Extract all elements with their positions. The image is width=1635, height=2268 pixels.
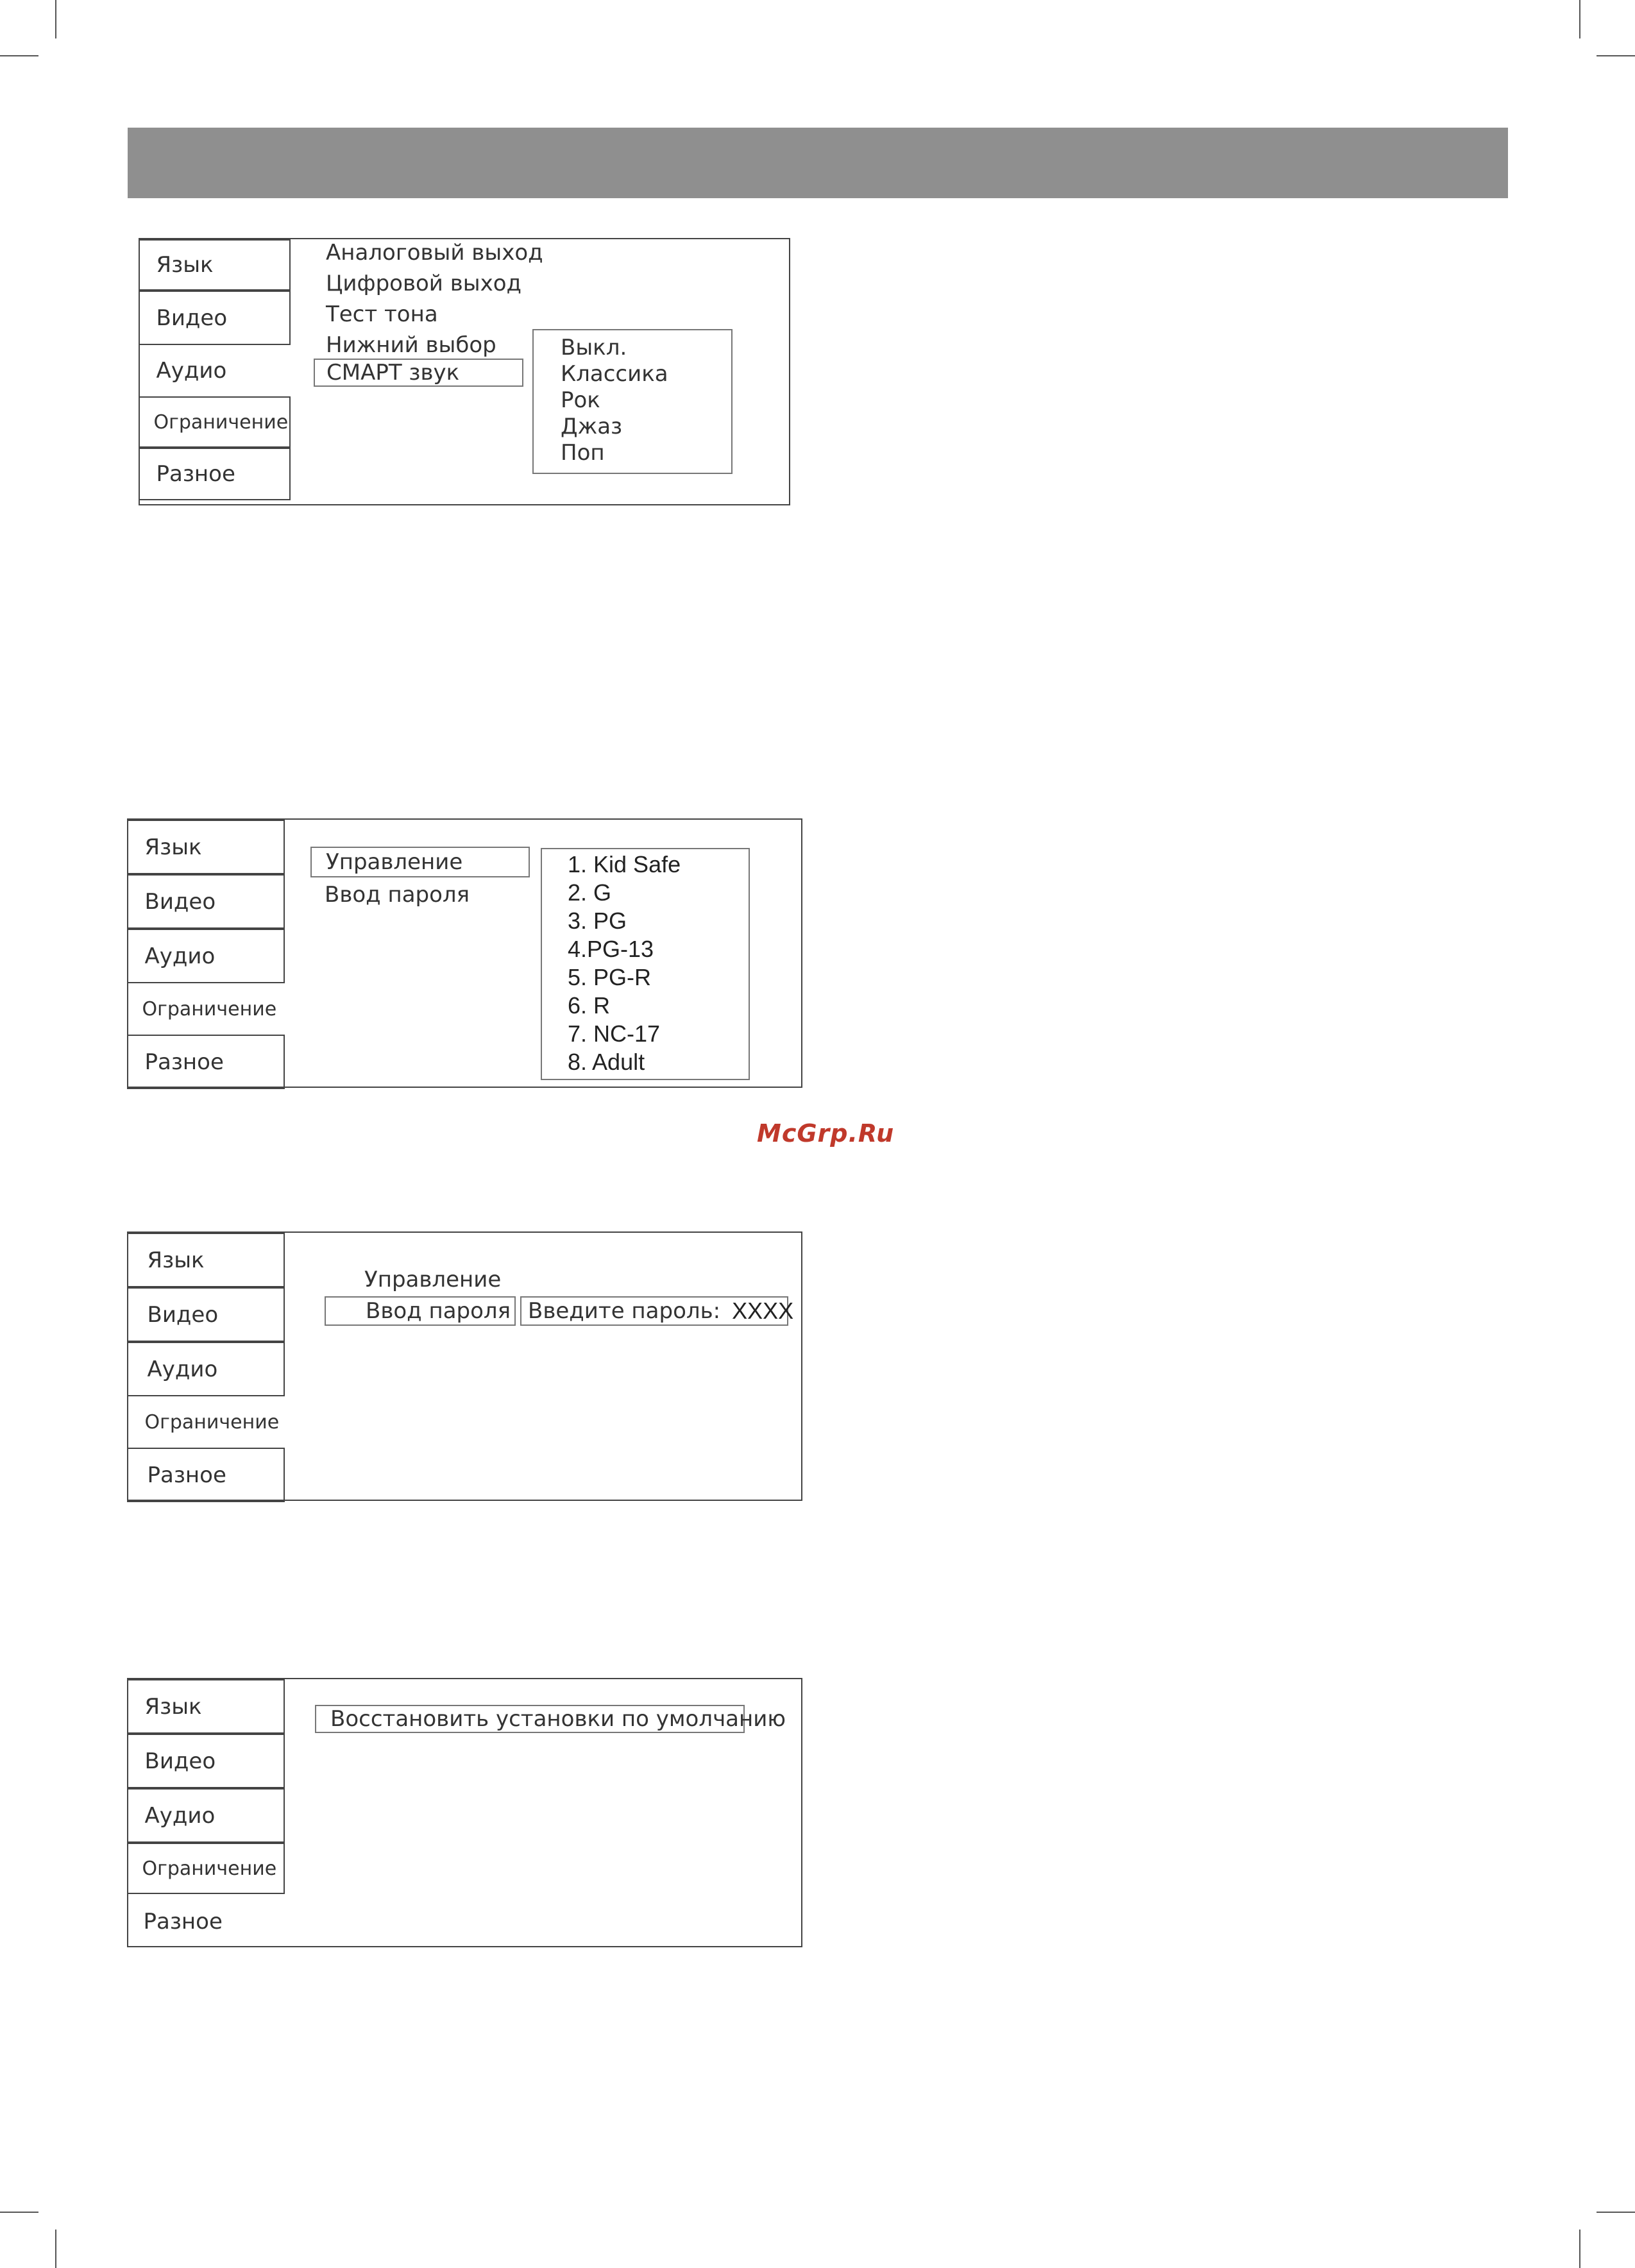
crop-mark bbox=[0, 2212, 38, 2213]
crop-mark bbox=[1597, 2212, 1635, 2213]
tab-audio[interactable]: Аудио bbox=[127, 929, 285, 983]
restriction-setup-menu bbox=[127, 818, 802, 1088]
tab-misc[interactable]: Разное bbox=[139, 448, 291, 500]
crop-mark bbox=[1579, 0, 1580, 38]
tab-restriction[interactable]: Ограничение bbox=[142, 997, 277, 1020]
parental-control-item[interactable]: Управление bbox=[310, 847, 530, 877]
rating-dropdown bbox=[541, 848, 750, 1080]
crop-mark bbox=[1597, 55, 1635, 56]
password-entry-item[interactable]: Ввод пароля bbox=[325, 1296, 516, 1326]
crop-mark bbox=[1579, 2230, 1580, 2268]
tab-restriction[interactable]: Ограничение bbox=[139, 396, 291, 448]
smart-sound-dropdown bbox=[532, 329, 733, 474]
tab-audio[interactable]: Аудио bbox=[127, 1788, 285, 1843]
password-value: XXXX bbox=[732, 1298, 794, 1324]
crop-mark bbox=[55, 2230, 56, 2268]
tab-restriction[interactable]: Ограничение bbox=[127, 1843, 285, 1894]
password-input[interactable]: Введите пароль: XXXX bbox=[520, 1296, 788, 1326]
tab-misc[interactable]: Разное bbox=[127, 1035, 285, 1089]
smart-sound-option[interactable]: Выкл. bbox=[561, 335, 627, 360]
rating-option[interactable]: 8. Adult bbox=[568, 1049, 645, 1075]
password-entry-item[interactable]: Ввод пароля bbox=[325, 882, 470, 908]
rating-option[interactable]: 6. R bbox=[568, 992, 611, 1019]
tab-language[interactable]: Язык bbox=[127, 820, 285, 874]
tab-language[interactable]: Язык bbox=[127, 1233, 285, 1287]
downmix-item[interactable]: Нижний выбор bbox=[326, 332, 496, 358]
rating-option[interactable]: 2. G bbox=[568, 879, 612, 906]
tab-misc[interactable]: Разное bbox=[143, 1908, 223, 1934]
rating-option[interactable]: 1. Kid Safe bbox=[568, 851, 681, 877]
audio-setup-menu bbox=[139, 238, 790, 505]
crop-mark bbox=[0, 55, 38, 56]
tab-video[interactable]: Видео bbox=[127, 1734, 285, 1788]
smart-sound-option[interactable]: Рок bbox=[561, 387, 600, 413]
smart-sound-option[interactable]: Классика bbox=[561, 361, 668, 387]
smart-sound-item[interactable]: СМАРТ звук bbox=[314, 359, 523, 387]
parental-control-item[interactable]: Управление bbox=[364, 1267, 502, 1292]
rating-option[interactable]: 3. PG bbox=[568, 908, 627, 934]
tab-misc[interactable]: Разное bbox=[127, 1448, 285, 1502]
rating-option[interactable]: 5. PG-R bbox=[568, 964, 652, 990]
tab-video[interactable]: Видео bbox=[139, 291, 291, 345]
misc-setup-menu bbox=[127, 1678, 802, 1947]
tone-test-item[interactable]: Тест тона bbox=[326, 301, 438, 327]
tab-restriction[interactable]: Ограничение bbox=[144, 1410, 280, 1434]
password-setup-menu bbox=[127, 1231, 802, 1501]
tab-video[interactable]: Видео bbox=[127, 874, 285, 929]
restore-defaults-item[interactable]: Восстановить установки по умолчанию bbox=[315, 1705, 745, 1733]
digital-output-item[interactable]: Цифровой выход bbox=[326, 271, 522, 296]
rating-option[interactable]: 7. NC-17 bbox=[568, 1020, 661, 1047]
watermark: McGrp.Ru bbox=[757, 1119, 895, 1147]
tab-video[interactable]: Видео bbox=[127, 1287, 285, 1342]
tab-audio[interactable]: Аудио bbox=[156, 358, 227, 384]
crop-mark bbox=[55, 0, 56, 38]
smart-sound-option[interactable]: Поп bbox=[561, 440, 605, 466]
tab-audio[interactable]: Аудио bbox=[127, 1342, 285, 1396]
rating-option[interactable]: 4.PG-13 bbox=[568, 936, 654, 962]
header-bar bbox=[128, 128, 1508, 198]
smart-sound-option[interactable]: Джаз bbox=[561, 414, 623, 439]
tab-language[interactable]: Язык bbox=[139, 239, 291, 291]
tab-language[interactable]: Язык bbox=[127, 1679, 285, 1734]
analog-output-item[interactable]: Аналоговый выход bbox=[326, 240, 543, 266]
